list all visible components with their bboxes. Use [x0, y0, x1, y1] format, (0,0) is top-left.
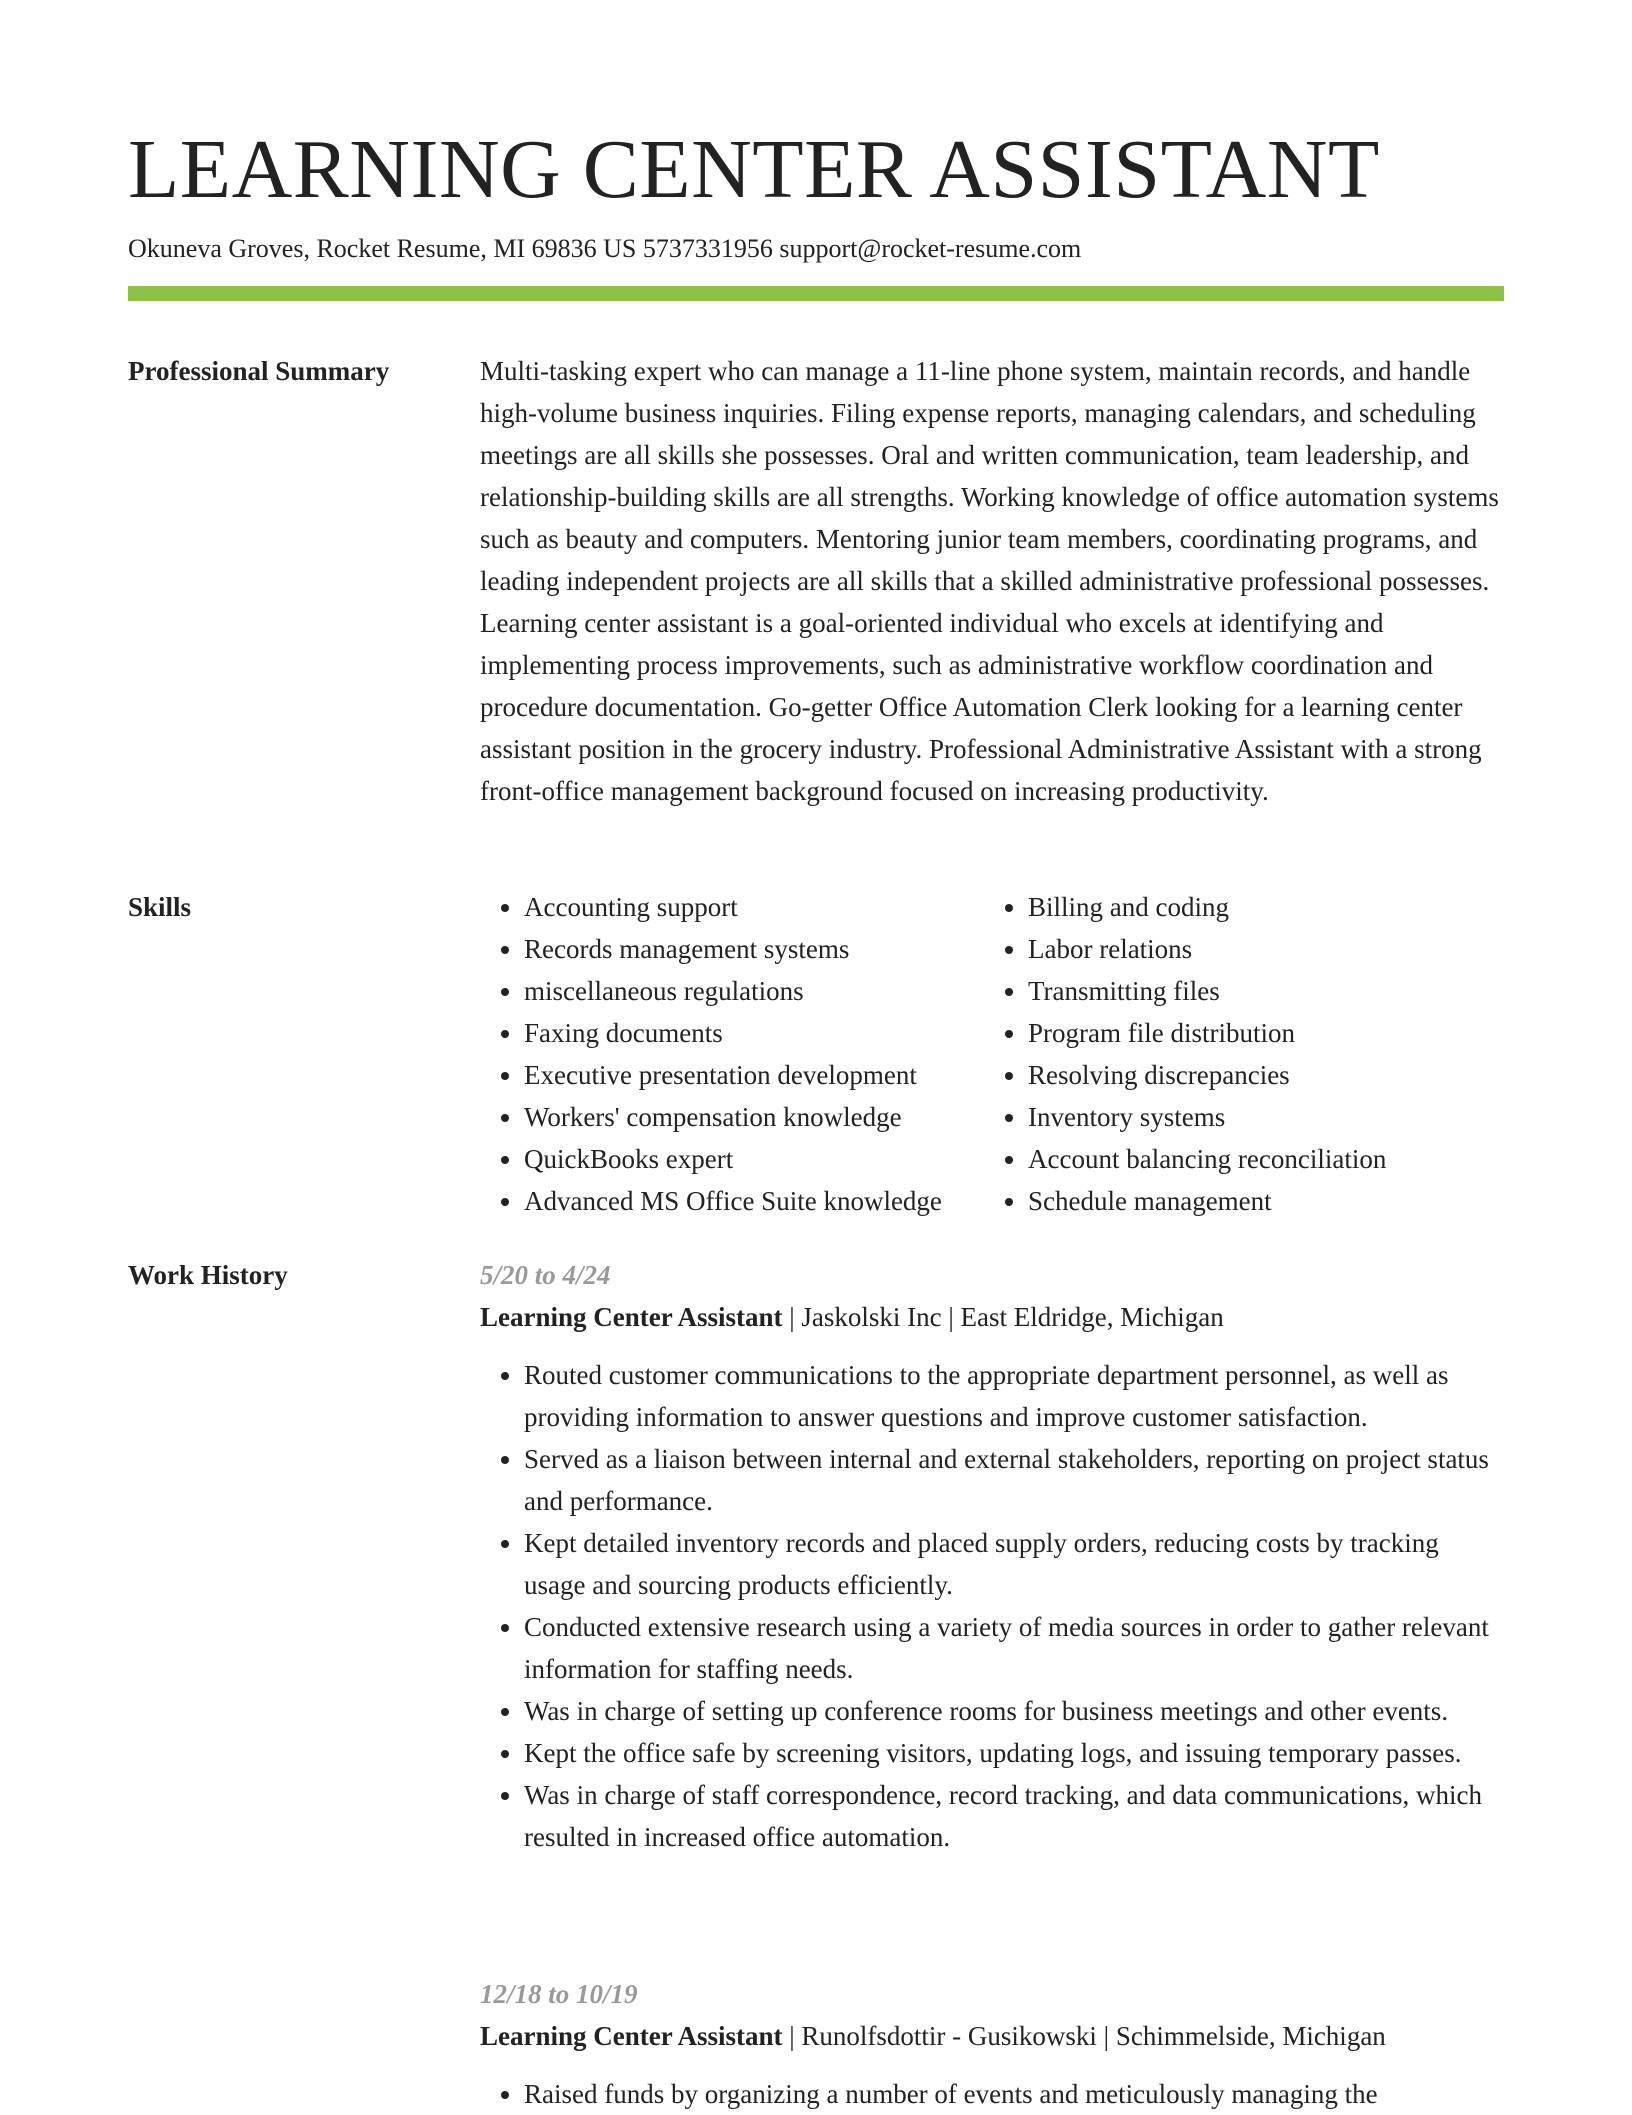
- skill-item: • miscellaneous regulations: [524, 970, 984, 1012]
- skill-item: • Faxing documents: [524, 1012, 984, 1054]
- skill-item: • Executive presentation development: [524, 1054, 984, 1096]
- job-dates: 5/20 to 4/24: [480, 1260, 611, 1290]
- skill-item: • Inventory systems: [1028, 1096, 1488, 1138]
- job-details: | Jaskolski Inc | East Eldridge, Michigan: [782, 1302, 1224, 1332]
- skill-item: • Billing and coding: [1028, 886, 1488, 928]
- contact-line: Okuneva Groves, Rocket Resume, MI 69836 US 5737331956 support@rocket-resume.com: [128, 234, 1082, 263]
- skill-item: • Records management systems: [524, 928, 984, 970]
- job-bullet: • Routed customer communications to the appropriate department personnel, as well as providing information to answer questions and improve customer satisfaction.: [524, 1354, 1504, 1438]
- skill-item: • QuickBooks expert: [524, 1138, 984, 1180]
- job-heading: [480, 2015, 1504, 2057]
- skills-label: Skills: [128, 892, 192, 922]
- job-bullet: • Was in charge of staff correspondence, record tracking, and data communications, which resulted in increased office automation.: [524, 1774, 1504, 1858]
- skill-item: • Resolving discrepancies: [1028, 1054, 1488, 1096]
- skills-section: [480, 886, 1504, 1222]
- job-dates: 12/18 to 10/19: [480, 1979, 638, 2009]
- accent-divider: [128, 286, 1504, 301]
- skill-item: • Advanced MS Office Suite knowledge: [524, 1180, 984, 1222]
- job-title: Learning Center Assistant: [480, 2021, 783, 2051]
- skill-item: • Account balancing reconciliation: [1028, 1138, 1488, 1180]
- skill-item: • Schedule management: [1028, 1180, 1488, 1222]
- job-title: Learning Center Assistant: [480, 1302, 783, 1332]
- summary-label: Professional Summary: [128, 356, 390, 386]
- job-entry: [480, 1973, 1504, 2115]
- skill-item: • Workers' compensation knowledge: [524, 1096, 984, 1138]
- job-bullets: [480, 2073, 1504, 2115]
- job-bullet: • Conducted extensive research using a variety of media sources in order to gather relevant information for staffing needs.: [524, 1606, 1504, 1690]
- skills-list-left: [480, 886, 984, 1222]
- resume-title: LEARNING CENTER ASSISTANT: [128, 123, 1380, 216]
- skills-list-right: [984, 886, 1488, 1222]
- skill-item: • Accounting support: [524, 886, 984, 928]
- work-history-label: Work History: [128, 1260, 288, 1290]
- job-heading: [480, 1296, 1504, 1338]
- job-bullet: • Was in charge of setting up conference rooms for business meetings and other events.: [524, 1690, 1504, 1732]
- job-bullet: • Kept the office safe by screening visitors, updating logs, and issuing temporary passes.: [524, 1732, 1504, 1774]
- skills-column-right: [984, 886, 1488, 1222]
- skill-item: • Labor relations: [1028, 928, 1488, 970]
- job-details: | Runolfsdottir - Gusikowski | Schimmelside, Michigan: [782, 2021, 1386, 2051]
- job-bullets: [480, 1354, 1504, 1858]
- job-entry: [480, 1254, 1504, 1858]
- job-bullet: • Served as a liaison between internal and external stakeholders, reporting on project status and performance.: [524, 1438, 1504, 1522]
- job-bullet: • Raised funds by organizing a number of events and meticulously managing the: [524, 2073, 1504, 2115]
- summary-text: Multi-tasking expert who can manage a 11-line phone system, maintain records, and handle high-volume business inquiries. Filing expense reports, managing calendars, and scheduling meetings are all skills she possesses. Oral and written communication, team leadership, and relationship-building skills are all strengths. Working knowledge of office automation systems such as beauty and computers. Mentoring junior team members, coordinating programs, and leading independent projects are all skills that a skilled administrative professional possesses. Learning center assistant is a goal-oriented individual who excels at identifying and implementing process improvements, such as administrative workflow coordination and procedure documentation. Go-getter Office Automation Clerk looking for a learning center assistant position in the grocery industry. Professional Administrative Assistant with a strong front-office management background focused on increasing productivity.: [480, 356, 1499, 806]
- job-bullet: • Kept detailed inventory records and placed supply orders, reducing costs by tracking usage and sourcing products efficiently.: [524, 1522, 1504, 1606]
- skills-column-left: [480, 886, 984, 1222]
- skill-item: • Program file distribution: [1028, 1012, 1488, 1054]
- skill-item: • Transmitting files: [1028, 970, 1488, 1012]
- summary-section: [480, 350, 1504, 812]
